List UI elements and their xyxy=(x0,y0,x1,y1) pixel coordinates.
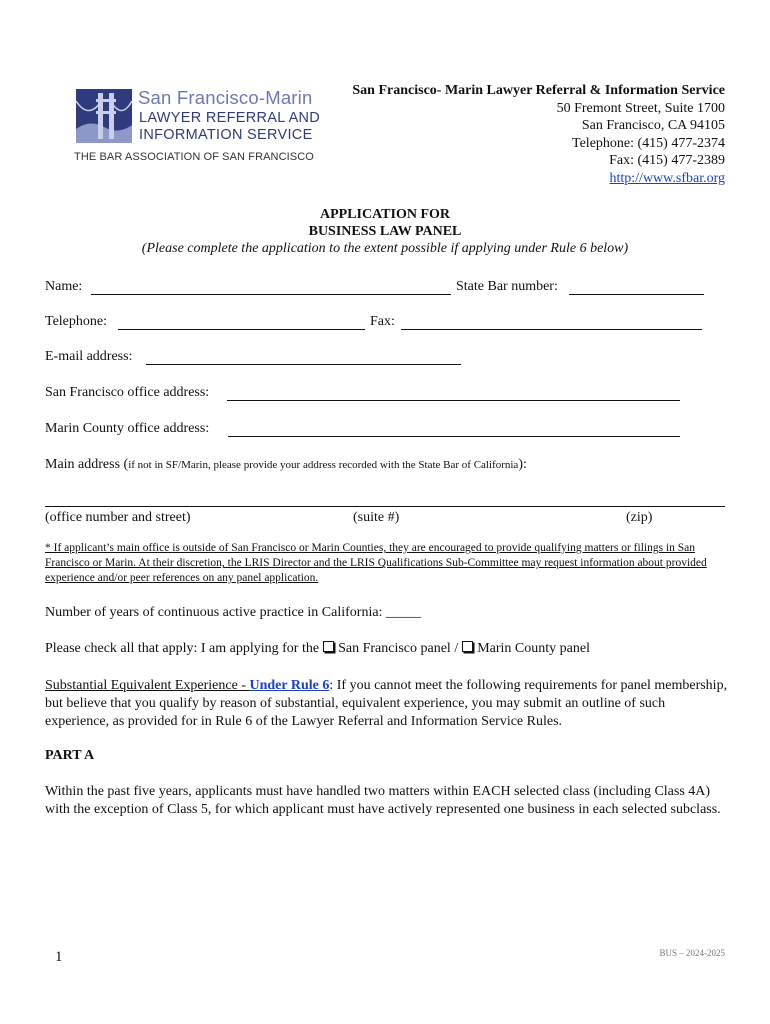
main-address-field[interactable] xyxy=(45,506,725,507)
marin-panel-checkbox[interactable] xyxy=(462,641,473,652)
org-fax: Fax: (415) 477-2389 xyxy=(609,153,725,168)
telephone-field[interactable] xyxy=(118,329,365,330)
state-bar-label: State Bar number: xyxy=(456,279,558,294)
years-practice-row xyxy=(45,605,421,621)
marin-panel-label: Marin County panel xyxy=(477,641,590,656)
state-bar-field[interactable] xyxy=(569,294,704,295)
sf-panel-label: San Francisco panel / xyxy=(338,641,459,656)
email-field[interactable] xyxy=(146,364,461,365)
form-code: BUS – 2024-2025 xyxy=(659,948,725,958)
main-address-label: Main address (if not in SF/Marin, please provide your address recorded with the State Bar of California): xyxy=(45,457,527,472)
out-of-county-note: * If applicant’s main office is outside of San Francisco or Marin Counties, they are encouraged to provide qualifying matters or filings in San Francisco or Marin. At their discretion, the LRIS Director and the LRIS Qualifications Sub-Committee may request information about provided experience and/or peer references on any panel application. xyxy=(45,542,707,585)
name-label: Name: xyxy=(45,279,83,294)
org-address-line-2: San Francisco, CA 94105 xyxy=(581,118,725,133)
logo-line-2: LAWYER REFERRAL AND xyxy=(139,110,321,126)
marin-office-label: Marin County office address: xyxy=(45,421,210,436)
name-field[interactable] xyxy=(91,294,451,295)
office-street-caption: (office number and street) xyxy=(45,510,191,525)
substantial-equivalent-heading: Substantial Equivalent Experience - xyxy=(45,678,250,693)
panel-selection-label: Please check all that apply: I am applying for the xyxy=(45,641,320,656)
sf-panel-checkbox[interactable] xyxy=(323,641,334,652)
email-label: E-mail address: xyxy=(45,349,133,364)
years-practice-field[interactable]: _____ xyxy=(385,605,421,620)
logo-name: San Francisco-Marin xyxy=(138,87,313,108)
org-website-link[interactable]: http://www.sfbar.org xyxy=(609,171,725,186)
main-address-note: if not in SF/Marin, please provide your address recorded with the State Bar of California xyxy=(128,459,519,471)
logo-line-3: INFORMATION SERVICE xyxy=(139,127,313,143)
part-a-body: Within the past five years, applicants must have handled two matters within EACH selected class (including Class 4A) with the exception of Class 5, for which applicant must have actively represented one business in each selected subclass. xyxy=(45,784,721,817)
rule-6-link[interactable]: Under Rule 6 xyxy=(249,678,330,693)
substantial-equivalent-body: If you cannot meet the following requirements for panel membership, but believe that you qualify by reason of substantial, equivalent experience, you may submit an outline of such experience, as provided for in Rule 6 of the Lawyer Referral and Information Service Rules. xyxy=(45,678,728,729)
form-title-line-2: BUSINESS LAW PANEL xyxy=(308,224,462,239)
marin-office-field[interactable] xyxy=(228,436,680,437)
part-a-heading: PART A xyxy=(45,748,95,763)
golden-gate-bridge-tower-icon xyxy=(76,89,132,143)
sf-office-field[interactable] xyxy=(227,400,680,401)
zip-caption: (zip) xyxy=(626,510,653,525)
fax-field[interactable] xyxy=(401,329,702,330)
logo-association: THE BAR ASSOCIATION OF SAN FRANCISCO xyxy=(74,151,314,163)
fax-label: Fax: xyxy=(370,314,395,329)
years-practice-label: Number of years of continuous active practice in California: xyxy=(45,605,383,620)
org-address-line-1: 50 Fremont Street, Suite 1700 xyxy=(556,101,725,116)
sf-office-label: San Francisco office address: xyxy=(45,385,210,400)
form-subtitle: (Please complete the application to the extent possible if applying under Rule 6 below) xyxy=(141,241,629,256)
suite-caption: (suite #) xyxy=(353,510,400,525)
org-name: San Francisco- Marin Lawyer Referral & Information Service xyxy=(352,83,725,98)
substantial-equivalent-paragraph: Substantial Equivalent Experience - Under Rule 6: If you cannot meet the following requirements for panel membership, but believe that you qualify by reason of substantial, equivalent experience, you may submit an outline of such experience, as provided for in Rule 6 of the Lawyer Referral and Information Service Rules. xyxy=(45,678,728,729)
page-number: 1 xyxy=(55,949,63,965)
telephone-label: Telephone: xyxy=(45,314,107,329)
org-telephone: Telephone: (415) 477-2374 xyxy=(572,136,725,151)
panel-selection-row xyxy=(45,641,590,657)
form-title-line-1: APPLICATION FOR xyxy=(319,207,451,222)
